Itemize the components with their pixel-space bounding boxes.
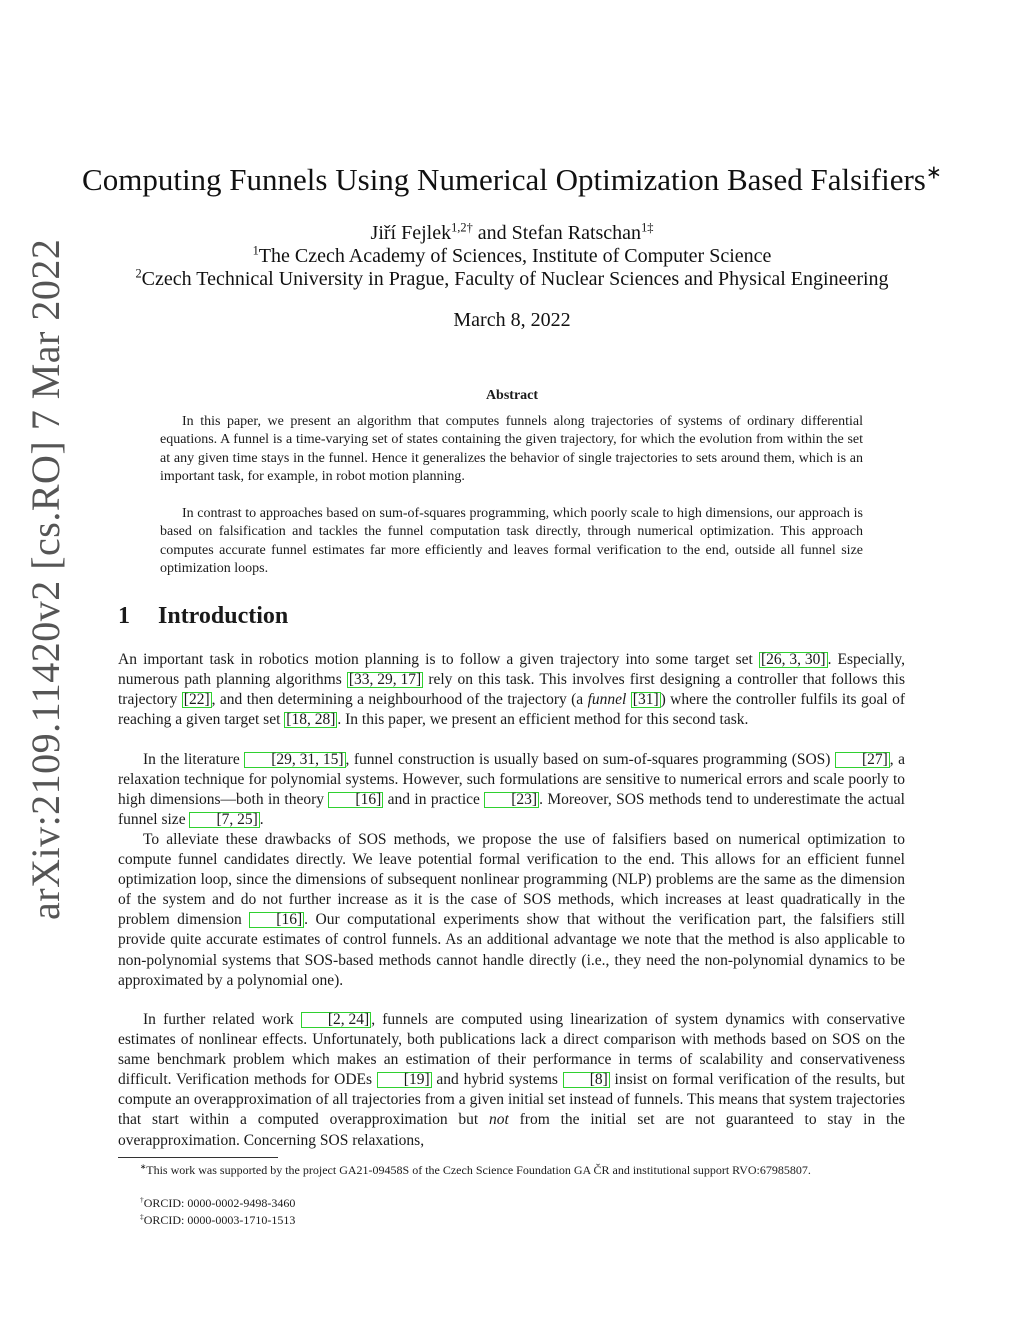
citation-link[interactable]: [23] [484, 792, 539, 808]
text-run: . In this paper, we present an efficient method for this second task. [337, 711, 749, 729]
citation-link[interactable]: [22] [183, 691, 210, 709]
text-run: from the initial set are not guaranteed to stay in the overapproximation. Concerning SOS relaxations, [118, 1111, 905, 1149]
text-run: . [259, 811, 264, 829]
intro-paragraph-4 [118, 1010, 905, 1151]
intro-paragraph-2 [118, 750, 905, 830]
author-1: Jiří Fejlek [370, 222, 452, 244]
author-2: Stefan Ratschan [511, 222, 642, 244]
emphasis-funnel: funnel [587, 691, 627, 709]
section-heading [118, 603, 288, 630]
footnote-3-mark: ‡ [140, 1212, 144, 1221]
footnote-2-text: ORCID: 0000-0002-9498-3460 [143, 1196, 296, 1210]
affiliation-1 [0, 245, 1024, 268]
text-run: and in practice [383, 791, 485, 809]
text-run: , a relaxation technique for polynomial systems. However, such formulations are sensitive to numerical errors and scale poorly to high dimensions—both in theory [118, 751, 905, 809]
citation-link[interactable]: [16] [328, 792, 383, 808]
paper-title [0, 162, 1024, 198]
text-run: In the literature [143, 751, 245, 768]
intro-paragraph-1 [118, 650, 905, 730]
footnote-divider [118, 1157, 278, 1158]
footnote-1-mark: ∗ [140, 1162, 147, 1171]
text-run: An important task in robotics motion planning is to follow a given trajectory into some target set [118, 651, 759, 668]
text-run: . Moreover, SOS methods tend to underestimate the actual funnel size [118, 791, 905, 829]
affiliation-1-mark: 1 [252, 243, 259, 258]
affiliation-2 [0, 268, 1024, 291]
text-run: To alleviate these drawbacks of SOS methods, we propose the use of falsifiers based on numerical optimization to compute funnel candidates directly. We leave potential formal verification to the end. This allows for an efficient funnel optimization loop, since the dimensions of subsequent nonlinear programming (NLP) problems are the same as the dimension of the system and do not further increase as it is the case of SOS methods, which increases at least quadratically in the problem dimension [118, 831, 905, 929]
affiliation-1-text: The Czech Academy of Sciences, Institute of Computer Science [258, 245, 772, 267]
text-run: insist on formal verification of the results, but compute an overapproximation of all trajectories from a given initial set instead of funnels. This means that system trajectories that start within a computed overapproximation but [118, 1071, 905, 1129]
text-run: , funnels are computed using linearization of system dynamics with conservative estimates of nonlinear effects. Unfortunately, both publications lack a direct comparison with methods based on SOS on the same benchmark problem which makes an estimation of their performance in terms of scalability and conservativeness difficult. Verification methods for ODEs [118, 1011, 905, 1089]
abstract-paragraph-1: In this paper, we present an algorithm that computes funnels along trajectories of systems of ordinary differential equations. A funnel is a time-varying set of states containing the given trajectory, for which the evolution from within the set at any given time stays in the funnel. Hence it generalizes the behavior of single trajectories to sets around them, which is an important task, for example, in robot motion planning. [160, 414, 863, 485]
footnote-3-text: ORCID: 0000-0003-1710-1513 [143, 1213, 296, 1227]
text-run: In further related work [143, 1011, 301, 1028]
author-2-marks: 1‡ [641, 220, 654, 235]
footnote-2 [118, 1195, 905, 1211]
author-conjunction: and [472, 222, 512, 244]
abstract-heading: Abstract [485, 388, 539, 403]
citation-link[interactable]: [31] [632, 691, 659, 709]
emphasis-not: not [489, 1111, 509, 1129]
footnote-1 [118, 1162, 905, 1178]
affiliation-2-mark: 2 [135, 266, 142, 281]
author-line [0, 222, 1024, 245]
citation-link[interactable]: [19] [377, 1072, 432, 1088]
author-1-marks: 1,2† [451, 220, 473, 235]
section-title-text: Introduction [158, 603, 289, 629]
citation-link[interactable]: [8] [563, 1072, 610, 1088]
text-run: and hybrid systems [431, 1071, 563, 1089]
citation-link[interactable]: [29, 31, 15] [244, 752, 345, 768]
footnote-3 [118, 1212, 905, 1228]
abstract-paragraph-2: In contrast to approaches based on sum-of-squares programming, which poorly scale to high dimensions, our approach is based on falsification and tackles the funnel computation task directly, through numerical optimization. This approach computes accurate funnel estimates far more efficiently and leaves formal verification to the end, outside all funnel size optimization loops. [160, 506, 863, 577]
text-run: , funnel construction is usually based on sum-of-squares programming (SOS) [345, 751, 835, 768]
text-run: rely on this task. This involves first designing a controller that follows this trajectory [118, 671, 905, 709]
text-run: . Especially, numerous path planning algorithms [118, 651, 905, 689]
footnote-2-mark: † [140, 1195, 144, 1204]
citation-link[interactable]: [27] [835, 752, 890, 768]
text-run: ) where the controller fulfils its goal of reaching a given target set [118, 691, 905, 729]
text-run: . Our computational experiments show that without the verification part, the falsifiers still provide quite accurate estimates of control funnels. As an additional advantage we note that the method is also applicable to non-polynomial systems that SOS-based methods cannot handle directly (i.e., they need the non-polynomial dynamics to be approximated by a polynomial one). [118, 911, 905, 989]
publication-date: March 8, 2022 [453, 309, 571, 331]
affiliation-2-text: Czech Technical University in Prague, Faculty of Nuclear Sciences and Physical Engineering [141, 268, 889, 290]
footnote-1-text: This work was supported by the project GA21-09458S of the Czech Science Foundation GA ČR and institutional support RVO:67985807. [146, 1163, 811, 1177]
citation-link[interactable]: [7, 25] [189, 812, 259, 828]
arxiv-identifier-stamp: arXiv:2109.11420v2 [cs.RO] 7 Mar 2022 [23, 238, 68, 920]
citation-link[interactable]: [2, 24] [301, 1012, 371, 1028]
citation-link[interactable]: [33, 29, 17] [348, 671, 422, 689]
intro-paragraph-3 [118, 830, 905, 991]
title-footnote-mark: ∗ [925, 162, 942, 184]
section-number: 1 [118, 603, 130, 629]
text-run: , and then determining a neighbourhood of the trajectory (a [211, 691, 588, 709]
citation-link[interactable]: [18, 28] [286, 711, 336, 729]
paper-title-text: Computing Funnels Using Numerical Optimization Based Falsifiers [82, 162, 926, 197]
citation-link[interactable]: [26, 3, 30] [760, 651, 826, 668]
citation-link[interactable]: [16] [249, 912, 304, 928]
